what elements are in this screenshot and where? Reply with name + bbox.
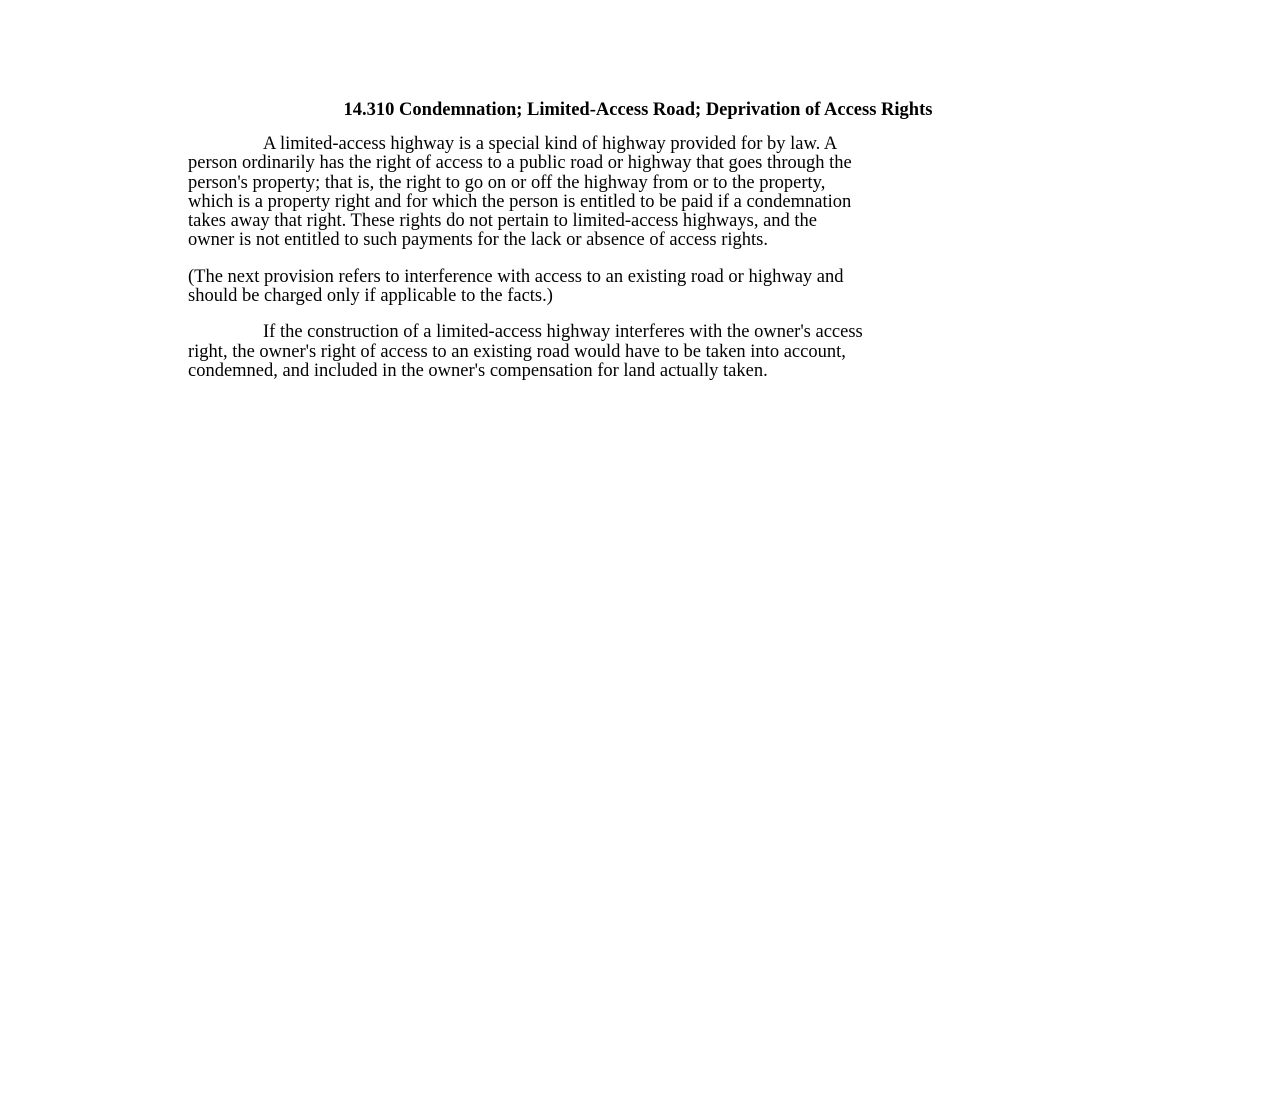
paragraph-interference-provision [188,323,1088,381]
paragraph-line: which is a property right and for which the person is entitled to be paid if a condemnation [188,191,852,212]
paragraph-line: right, the owner's right of access to an existing road would have to be taken into account, [188,341,846,362]
paragraph-line: person's property; that is, the right to go on or off the highway from or to the property, [188,172,826,193]
paragraph-line: (The next provision refers to interference with access to an existing road or highway and [188,266,844,287]
paragraph-line: A limited-access highway is a special kind of highway provided for by law. A [263,134,838,154]
paragraph-line: condemned, and included in the owner's compensation for land actually taken. [188,360,768,381]
paragraph-limited-access-definition [188,135,1088,251]
paragraph-line: owner is not entitled to such payments for the lack or absence of access rights. [188,230,769,251]
paragraph-line: takes away that right. These rights do not pertain to limited-access highways, and the [188,211,818,232]
section-title: 14.310 Condemnation; Limited-Access Road; Deprivation of Access Rights [343,100,933,120]
paragraph-line: should be charged only if applicable to the facts.) [188,286,553,307]
paragraph-instruction-note [188,268,1088,307]
paragraph-line: If the construction of a limited-access highway interferes with the owner's access [263,322,863,343]
document-page [188,99,1088,398]
paragraph-line: person ordinarily has the right of access to a public road or highway that goes through the [188,153,852,174]
